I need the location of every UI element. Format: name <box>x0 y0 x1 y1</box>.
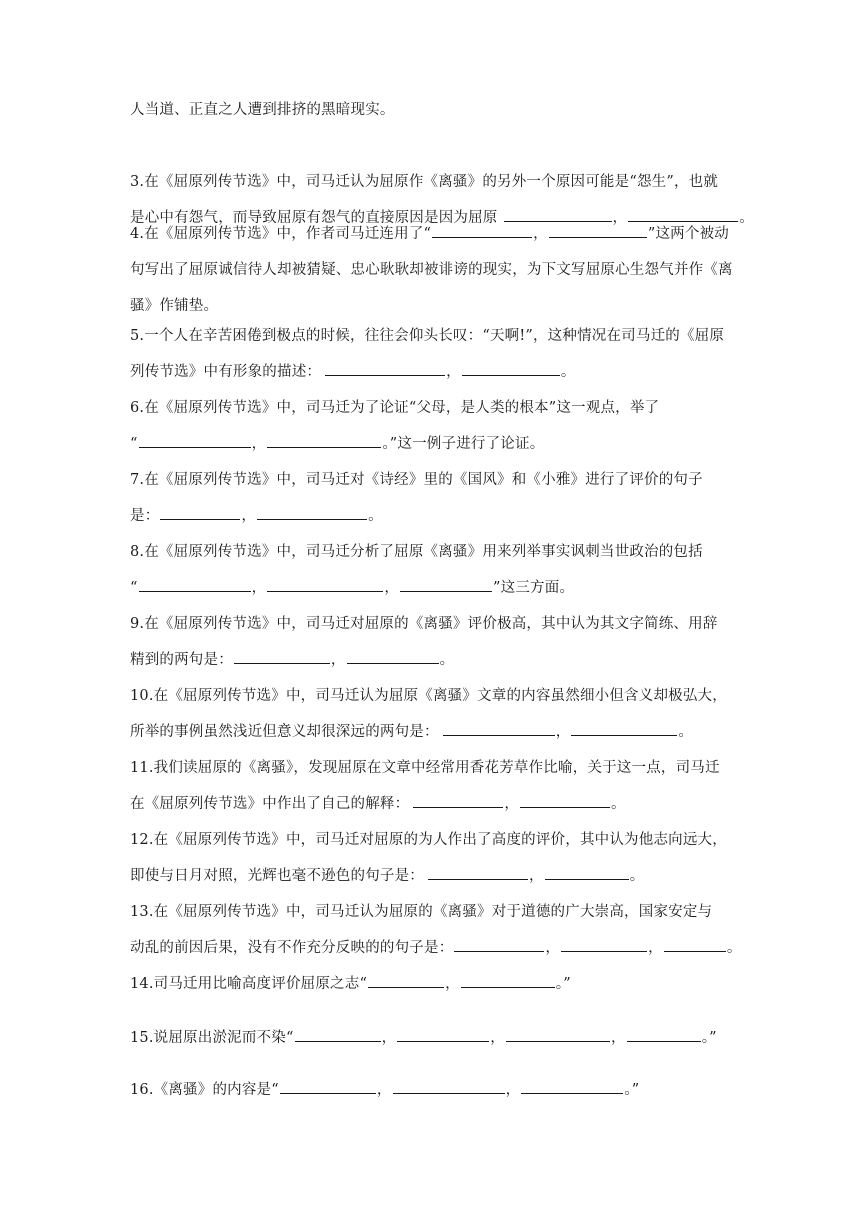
q5-line-2 <box>130 354 730 390</box>
q5-line-1: 5.一个人在辛苦困倦到极点的时候，往往会仰头长叹：“天啊!”，这种情况在司马迁的《屈原 <box>130 328 725 344</box>
question-9 <box>130 606 730 678</box>
intro-text <box>130 92 730 128</box>
comma: ， <box>251 436 267 452</box>
question-10 <box>130 678 730 750</box>
answer-blank[interactable] <box>454 937 544 952</box>
answer-blank[interactable] <box>664 937 726 952</box>
q13-text: 动乱的前因后果，没有不作充分反映的的句子是： <box>130 940 454 956</box>
q6-line-1: 6.在《屈原列传节选》中，司马迁为了论证“父母，是人类的根本”这一观点，举了 <box>130 400 660 416</box>
answer-blank[interactable] <box>397 1027 489 1042</box>
q3-text: 是心中有怨气，而导致屈原有怨气的直接原因是因为屈原 <box>130 210 498 226</box>
q4-line-2: 句写出了屈原诚信待人却被猜疑、忠心耿耿却被诽谤的现实，为下文写屈原心生怨气并作《离 <box>130 262 733 278</box>
question-15 <box>130 1020 730 1056</box>
period: 。 <box>368 508 383 524</box>
question-11 <box>130 750 730 822</box>
comma: ， <box>505 1082 521 1098</box>
question-12 <box>130 822 730 894</box>
answer-blank[interactable] <box>443 721 555 736</box>
answer-blank[interactable] <box>545 865 629 880</box>
period: 。 <box>726 940 742 956</box>
answer-blank[interactable] <box>139 433 251 448</box>
q14-line <box>130 966 730 1002</box>
answer-blank[interactable] <box>428 865 528 880</box>
comma: ， <box>330 652 346 668</box>
answer-blank[interactable] <box>432 223 532 238</box>
open-quote: “ <box>130 436 138 452</box>
q5-text: 列传节选》中有形象的描述： <box>130 364 322 380</box>
q11-line-2 <box>130 786 730 822</box>
period: 。 <box>439 652 455 668</box>
answer-blank[interactable] <box>393 1079 505 1094</box>
q3-line-1: 3.在《屈原列传节选》中，司马迁认为屈原作《离骚》的另外一个原因可能是“怨生”，也就 <box>130 174 719 190</box>
answer-blank[interactable] <box>400 577 492 592</box>
q11-text: 在《屈原列传节选》中作出了自己的解释： <box>130 796 410 812</box>
q4-line-1 <box>130 216 730 252</box>
q10-line-1: 10.在《屈原列传节选》中，司马迁认为屈原《离骚》文章的内容虽然细小但含义却极弘大， <box>130 688 727 704</box>
q9-line-1: 9.在《屈原列传节选》中，司马迁对屈原的《离骚》评价极高，其中认为其文字简练、用辞 <box>130 616 718 632</box>
comma: ， <box>610 1030 626 1046</box>
q10-line-2 <box>130 714 730 750</box>
q13-line-1: 13.在《屈原列传节选》中，司马迁认为屈原的《离骚》对于道德的广大崇高，国家安定与 <box>130 904 713 920</box>
answer-blank[interactable] <box>347 649 439 664</box>
q16-text: 16.《离骚》的内容是“ <box>130 1082 279 1098</box>
q14-text: 14.司马迁用比喻高度评价屈原之志“ <box>130 976 368 992</box>
q15-line <box>130 1020 730 1056</box>
q9-line-2 <box>130 642 730 678</box>
answer-blank[interactable] <box>571 721 677 736</box>
q4-text-tail: ”这两个被动 <box>647 226 729 242</box>
comma: ， <box>384 580 400 596</box>
answer-blank[interactable] <box>368 973 444 988</box>
comma: ， <box>648 940 663 956</box>
answer-blank[interactable] <box>549 223 647 238</box>
period: 。 <box>739 210 754 226</box>
intro-line: 人当道、正直之人遭到排挤的黑暗现实。 <box>130 102 395 118</box>
comma: ， <box>612 210 628 226</box>
answer-blank[interactable] <box>461 973 555 988</box>
question-6 <box>130 390 730 462</box>
q7-text: 是： <box>130 508 160 524</box>
answer-blank[interactable] <box>506 1027 610 1042</box>
answer-blank[interactable] <box>325 361 445 376</box>
q16-line <box>130 1072 730 1108</box>
answer-blank[interactable] <box>234 649 330 664</box>
question-14 <box>130 966 730 1002</box>
q12-line-1: 12.在《屈原列传节选》中，司马迁对屈原的为人作出了高度的评价，其中认为他志向远大， <box>130 832 727 848</box>
comma: ， <box>529 868 544 884</box>
answer-blank[interactable] <box>561 937 647 952</box>
q15-text: 15.说屈原出淤泥而不染“ <box>130 1030 294 1046</box>
q4-line-3: 骚》作铺垫。 <box>130 298 219 314</box>
question-16 <box>130 1072 730 1108</box>
q12-line-2 <box>130 858 730 894</box>
answer-blank[interactable] <box>521 1079 623 1094</box>
q10-text: 所举的事例虽然浅近但意义却很深远的两句是： <box>130 724 439 740</box>
q15-text-tail: 。” <box>701 1030 717 1046</box>
question-8 <box>130 534 730 606</box>
q8-text-tail: ”这三方面。 <box>493 580 575 596</box>
open-quote: “ <box>130 580 138 596</box>
period: 。 <box>560 364 576 380</box>
q16-text-tail: 。” <box>624 1082 640 1098</box>
q4-text: 4.在《屈原列传节选》中，作者司马迁连用了“ <box>130 226 432 242</box>
q11-line-1: 11.我们读屈原的《离骚》，发现屈原在文章中经常用香花芳草作比喻，关于这一点，司马迁 <box>130 760 720 776</box>
question-13 <box>130 894 742 966</box>
comma: ， <box>533 226 548 242</box>
comma: ， <box>241 508 257 524</box>
answer-blank[interactable] <box>462 361 560 376</box>
comma: ， <box>504 796 520 812</box>
question-7 <box>130 462 730 534</box>
question-4 <box>130 216 733 324</box>
answer-blank[interactable] <box>280 1079 376 1094</box>
q13-line-2 <box>130 930 742 966</box>
q12-text: 即使与日月对照，光辉也毫不逊色的句子是： <box>130 868 424 884</box>
comma: ， <box>445 976 460 992</box>
comma: ， <box>446 364 461 380</box>
answer-blank[interactable] <box>520 793 610 808</box>
answer-blank[interactable] <box>160 505 240 520</box>
period: 。 <box>678 724 694 740</box>
comma: ， <box>545 940 561 956</box>
q8-line-2 <box>130 570 730 606</box>
answer-blank[interactable] <box>413 793 503 808</box>
q9-text: 精到的两句是： <box>130 652 233 668</box>
answer-blank[interactable] <box>267 577 383 592</box>
comma: ， <box>555 724 571 740</box>
answer-blank[interactable] <box>139 577 251 592</box>
q6-line-2 <box>130 426 730 462</box>
answer-blank[interactable] <box>295 1027 381 1042</box>
q14-text-tail: 。” <box>555 976 571 992</box>
comma: ， <box>251 580 267 596</box>
period: 。 <box>611 796 626 812</box>
answer-blank[interactable] <box>257 505 367 520</box>
q8-line-1: 8.在《屈原列传节选》中，司马迁分析了屈原《离骚》用来列举事实讽刺当世政治的包括 <box>130 544 703 560</box>
period: 。 <box>629 868 645 884</box>
comma: ， <box>376 1082 392 1098</box>
comma: ， <box>490 1030 505 1046</box>
answer-blank[interactable] <box>627 1027 701 1042</box>
q7-line-1: 7.在《屈原列传节选》中，司马迁对《诗经》里的《国风》和《小雅》进行了评价的句子 <box>130 472 703 488</box>
q6-text-tail: 。”这一例子进行了论证。 <box>382 436 545 452</box>
question-5 <box>130 318 730 390</box>
q7-line-2 <box>130 498 730 534</box>
comma: ， <box>381 1030 397 1046</box>
answer-blank[interactable] <box>267 433 381 448</box>
